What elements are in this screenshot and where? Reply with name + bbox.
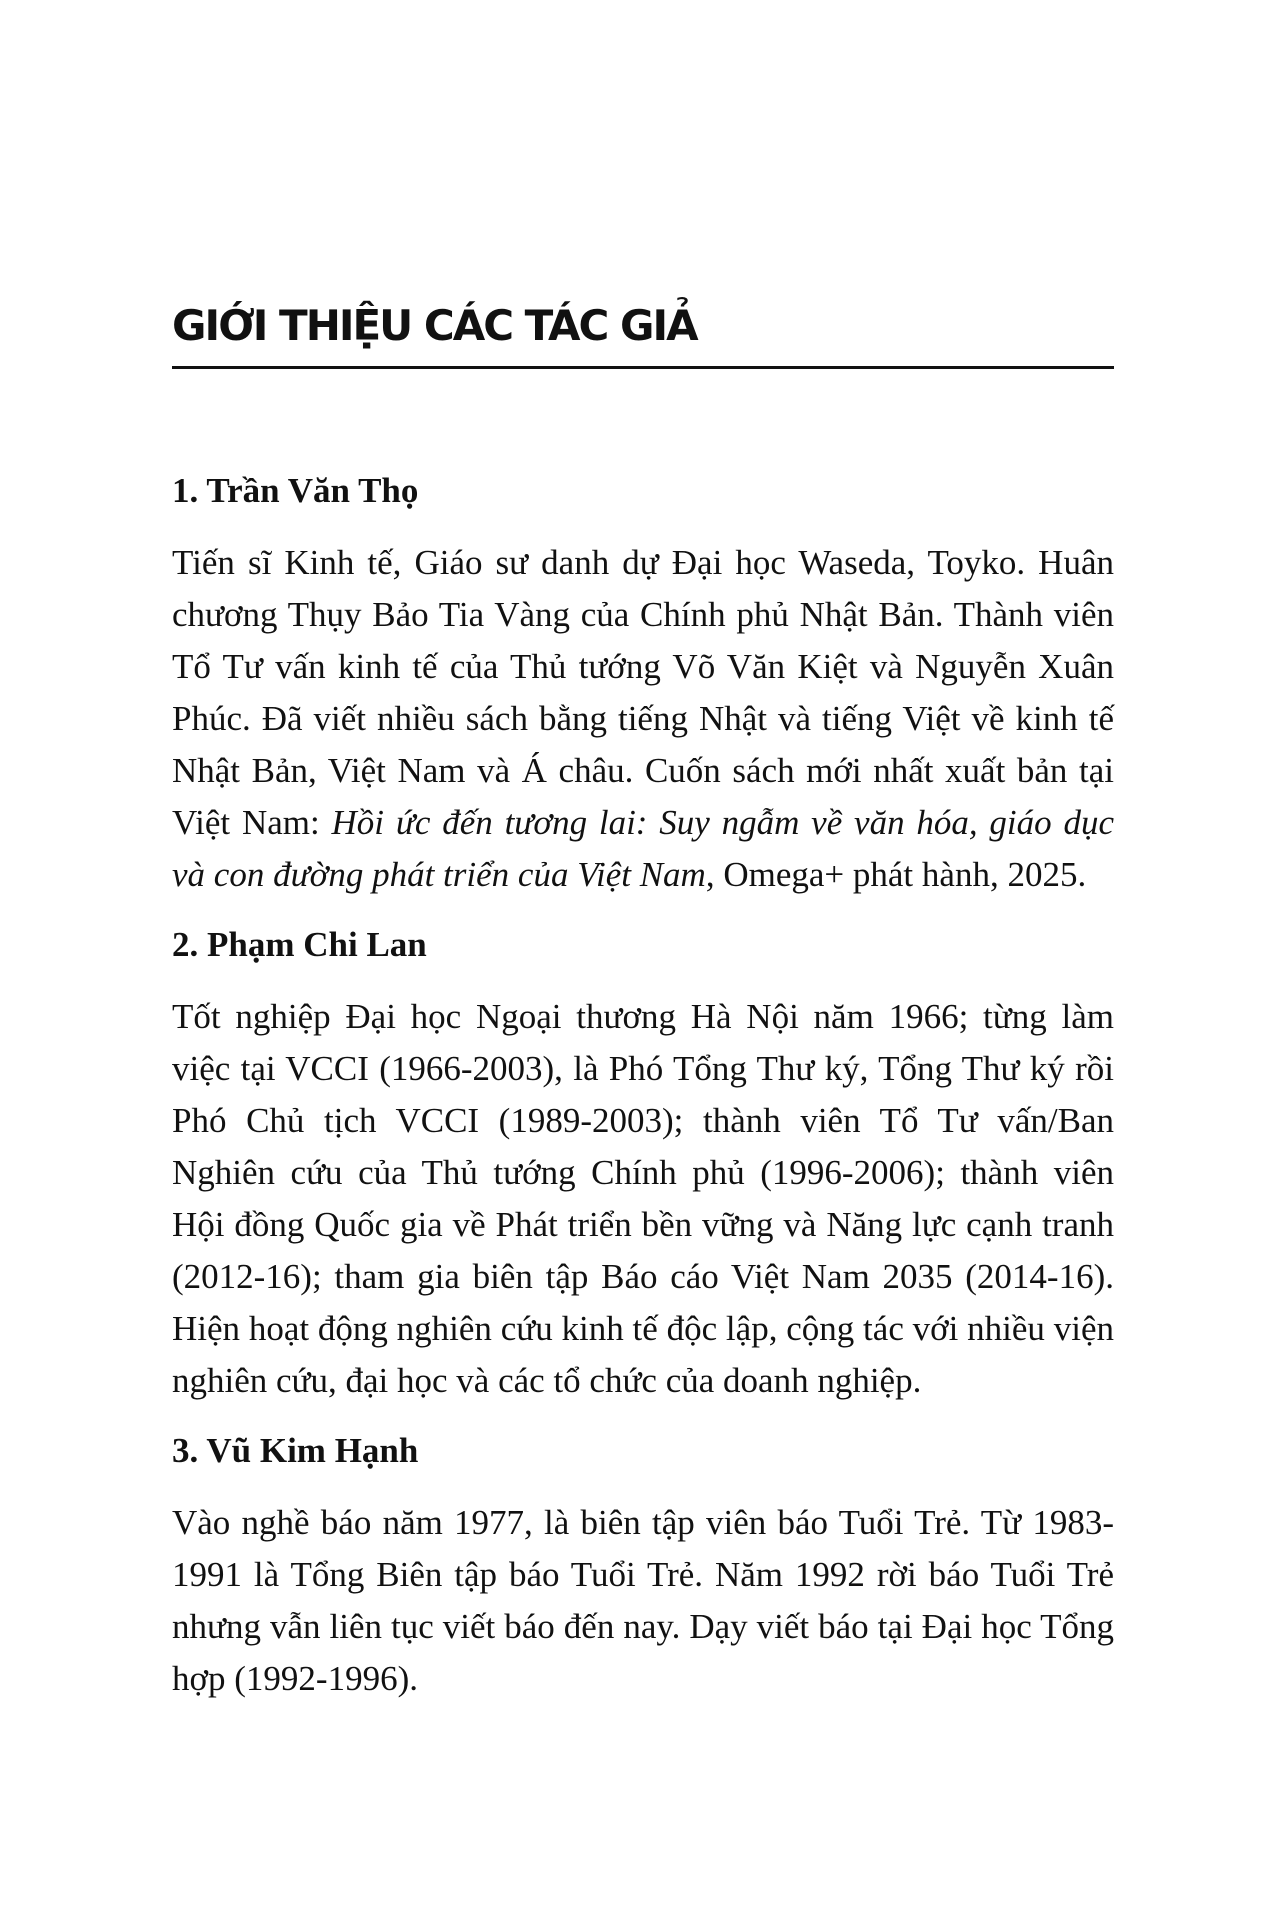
author-name: 2. Phạm Chi Lan bbox=[172, 925, 427, 964]
author-section-tran-van-tho bbox=[172, 469, 1114, 901]
title-divider bbox=[172, 366, 1114, 369]
author-name: 1. Trần Văn Thọ bbox=[172, 471, 419, 510]
chapter-title: GIỚI THIỆU CÁC TÁC GIẢ bbox=[172, 301, 697, 350]
author-bio-text-end: , Omega+ phát hành, 2025. bbox=[705, 855, 1087, 894]
author-section-vu-kim-hanh bbox=[172, 1429, 1114, 1705]
author-bio: Vào nghề báo năm 1977, là biên tập viên báo Tuổi Trẻ. Từ 1983-1991 là Tổng Biên tập báo Tuổi Trẻ. Năm 1992 rời báo Tuổi Trẻ nhưng vẫn liên tục viết báo đến nay. Dạy viết báo tại Đại học Tổng hợp (1992-1996). bbox=[172, 1503, 1114, 1698]
page-content bbox=[172, 300, 1114, 1705]
author-bio: Tốt nghiệp Đại học Ngoại thương Hà Nội năm 1966; từng làm việc tại VCCI (1966-2003), là Phó Tổng Thư ký, Tổng Thư ký rồi Phó Chủ tịch VCCI (1989-2003); thành viên Tổ Tư vấn/Ban Nghiên cứu của Thủ tướng Chính phủ (1996-2006); thành viên Hội đồng Quốc gia về Phát triển bền vững và Năng lực cạnh tranh (2012-16); tham gia biên tập Báo cáo Việt Nam 2035 (2014-16). Hiện hoạt động nghiên cứu kinh tế độc lập, cộng tác với nhiều viện nghiên cứu, đại học và các tổ chức của doanh nghiệp. bbox=[172, 997, 1114, 1400]
author-bio bbox=[172, 537, 1114, 901]
author-section-pham-chi-lan bbox=[172, 923, 1114, 1407]
author-name: 3. Vũ Kim Hạnh bbox=[172, 1431, 419, 1470]
book-title: Hồi ức đến tương lai: Suy ngẫm về văn hóa, giáo dục và con đường phát triển của Việt Nam bbox=[172, 803, 1114, 894]
author-bio-text: Tiến sĩ Kinh tế, Giáo sư danh dự Đại học Waseda, Toyko. Huân chương Thụy Bảo Tia Vàng của Chính phủ Nhật Bản. Thành viên Tổ Tư vấn kinh tế của Thủ tướng Võ Văn Kiệt và Nguyễn Xuân Phúc. Đã viết nhiều sách bằng tiếng Nhật và tiếng Việt về kinh tế Nhật Bản, Việt Nam và Á châu. Cuốn sách mới nhất xuất bản tại Việt Nam: bbox=[172, 543, 1114, 842]
